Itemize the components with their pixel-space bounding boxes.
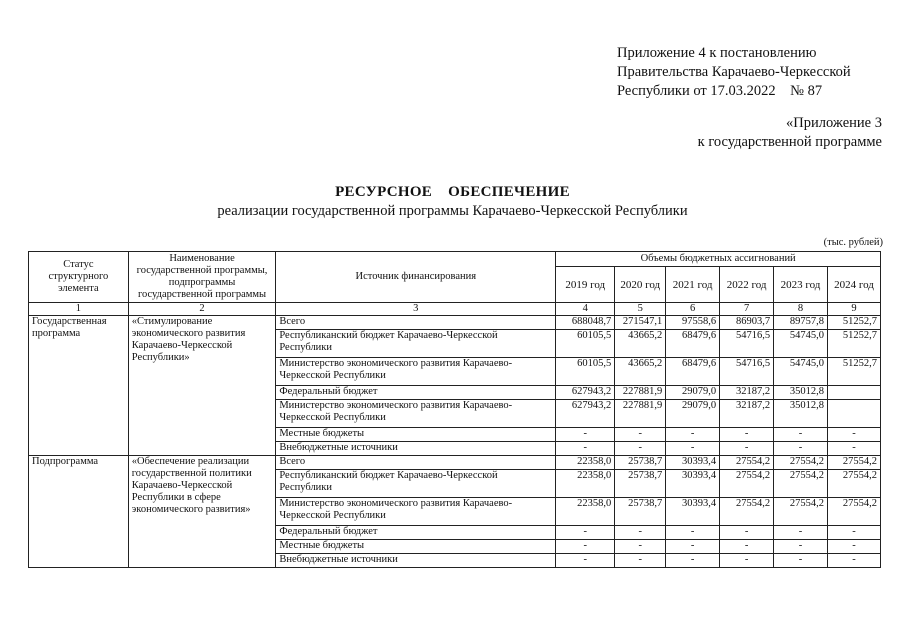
- year-header: 2022 год: [720, 267, 774, 303]
- amount-cell: 54745,0: [774, 330, 828, 358]
- header-line-2: Правительства Карачаево-Черкесской: [617, 64, 851, 80]
- amount-cell: 32187,2: [720, 400, 774, 428]
- amount-cell: -: [774, 442, 828, 456]
- amount-cell: 29079,0: [666, 386, 720, 400]
- header-line-3: Республики от 17.03.2022 № 87: [617, 83, 823, 99]
- amount-cell: -: [774, 554, 828, 568]
- program-name-cell: «Обеспечение реализации государственной политики Карачаево-Черкесской Республики в сфере экономического развития»: [128, 456, 276, 568]
- amount-cell: -: [556, 540, 615, 554]
- column-number: 8: [774, 303, 828, 316]
- year-header: 2024 год: [828, 267, 881, 303]
- amount-cell: -: [556, 526, 615, 540]
- amount-cell: -: [720, 526, 774, 540]
- amount-cell: 27554,2: [828, 470, 881, 498]
- amount-cell: 27554,2: [828, 456, 881, 470]
- amount-cell: 27554,2: [720, 498, 774, 526]
- funding-source-cell: Всего: [276, 456, 556, 470]
- amount-cell: 227881,9: [615, 400, 666, 428]
- amount-cell: 627943,2: [556, 400, 615, 428]
- col-source-header: Источник финансирования: [276, 252, 556, 303]
- amount-cell: -: [720, 428, 774, 442]
- amount-cell: -: [556, 442, 615, 456]
- amount-cell: -: [666, 442, 720, 456]
- amount-cell: -: [828, 442, 881, 456]
- amount-cell: -: [720, 554, 774, 568]
- funding-source-cell: Всего: [276, 316, 556, 330]
- amount-cell: 27554,2: [720, 456, 774, 470]
- amount-cell: 54745,0: [774, 358, 828, 386]
- resource-table: [28, 251, 881, 568]
- status-cell: Государственная программа: [29, 316, 129, 456]
- amount-cell: -: [666, 526, 720, 540]
- amount-cell: -: [615, 554, 666, 568]
- amount-cell: -: [720, 540, 774, 554]
- col-volumes-header: Объемы бюджетных ассигнований: [556, 252, 881, 267]
- amount-cell: -: [666, 428, 720, 442]
- amount-cell: -: [774, 540, 828, 554]
- amount-cell: -: [774, 428, 828, 442]
- year-header: 2021 год: [666, 267, 720, 303]
- amount-cell: 627943,2: [556, 386, 615, 400]
- column-number: 5: [615, 303, 666, 316]
- funding-source-cell: Республиканский бюджет Карачаево-Черкесской Республики: [276, 330, 556, 358]
- col-name-header: Наименование государственной программы, подпрограммы государственной программы: [128, 252, 276, 303]
- amount-cell: -: [828, 540, 881, 554]
- header-line-1: Приложение 4 к постановлению: [617, 45, 817, 61]
- amount-cell: 51252,7: [828, 330, 881, 358]
- amount-cell: 97558,6: [666, 316, 720, 330]
- amount-cell: -: [828, 526, 881, 540]
- amount-cell: 22358,0: [556, 470, 615, 498]
- document-title: РЕСУРСНОЕ ОБЕСПЕЧЕНИЕ: [335, 184, 570, 200]
- funding-source-cell: Местные бюджеты: [276, 540, 556, 554]
- funding-source-cell: Федеральный бюджет: [276, 386, 556, 400]
- appendix-note: [698, 114, 882, 152]
- column-number-row: [29, 303, 881, 316]
- amount-cell: 227881,9: [615, 386, 666, 400]
- amount-cell: -: [666, 540, 720, 554]
- amount-cell: 27554,2: [774, 470, 828, 498]
- amount-cell: -: [828, 554, 881, 568]
- appendix-line-2: к государственной программе: [697, 134, 882, 150]
- document-subtitle: реализации государственной программы Карачаево-Черкесской Республики: [217, 203, 688, 219]
- amount-cell: [828, 400, 881, 428]
- amount-cell: 60105,5: [556, 358, 615, 386]
- status-cell: Подпрограмма: [29, 456, 129, 568]
- amount-cell: 43665,2: [615, 358, 666, 386]
- funding-source-cell: Республиканский бюджет Карачаево-Черкесской Республики: [276, 470, 556, 498]
- table-body: [29, 316, 881, 568]
- amount-cell: 60105,5: [556, 330, 615, 358]
- amount-cell: 43665,2: [615, 330, 666, 358]
- amount-cell: -: [615, 428, 666, 442]
- funding-source-cell: Местные бюджеты: [276, 428, 556, 442]
- amount-cell: 27554,2: [828, 498, 881, 526]
- year-header: 2019 год: [556, 267, 615, 303]
- column-number: 1: [29, 303, 129, 316]
- amount-cell: 22358,0: [556, 456, 615, 470]
- amount-cell: 29079,0: [666, 400, 720, 428]
- amount-cell: 25738,7: [615, 456, 666, 470]
- amount-cell: -: [720, 442, 774, 456]
- amount-cell: 25738,7: [615, 498, 666, 526]
- amount-cell: 86903,7: [720, 316, 774, 330]
- unit-label: (тыс. рублей): [823, 237, 883, 248]
- funding-source-cell: Внебюджетные источники: [276, 554, 556, 568]
- document-header: [617, 44, 851, 101]
- amount-cell: 35012,8: [774, 400, 828, 428]
- amount-cell: 89757,8: [774, 316, 828, 330]
- amount-cell: -: [615, 540, 666, 554]
- amount-cell: 51252,7: [828, 358, 881, 386]
- year-header: 2020 год: [615, 267, 666, 303]
- column-number: 4: [556, 303, 615, 316]
- column-number: 2: [128, 303, 276, 316]
- program-name-cell: «Стимулирование экономического развития Карачаево-Черкесской Республики»: [128, 316, 276, 456]
- amount-cell: -: [774, 526, 828, 540]
- amount-cell: 51252,7: [828, 316, 881, 330]
- amount-cell: -: [556, 428, 615, 442]
- year-header: 2023 год: [774, 267, 828, 303]
- amount-cell: 68479,6: [666, 358, 720, 386]
- funding-source-cell: Внебюджетные источники: [276, 442, 556, 456]
- amount-cell: 30393,4: [666, 456, 720, 470]
- amount-cell: 22358,0: [556, 498, 615, 526]
- column-number: 7: [720, 303, 774, 316]
- amount-cell: 35012,8: [774, 386, 828, 400]
- amount-cell: 32187,2: [720, 386, 774, 400]
- amount-cell: 25738,7: [615, 470, 666, 498]
- amount-cell: 27554,2: [774, 498, 828, 526]
- amount-cell: 27554,2: [720, 470, 774, 498]
- column-number: 6: [666, 303, 720, 316]
- amount-cell: [828, 386, 881, 400]
- amount-cell: 30393,4: [666, 498, 720, 526]
- amount-cell: 54716,5: [720, 358, 774, 386]
- amount-cell: -: [615, 442, 666, 456]
- column-number: 9: [828, 303, 881, 316]
- table-row: [29, 456, 881, 470]
- funding-source-cell: Министерство экономического развития Карачаево-Черкесской Республики: [276, 358, 556, 386]
- funding-source-cell: Министерство экономического развития Карачаево-Черкесской Республики: [276, 400, 556, 428]
- amount-cell: -: [556, 554, 615, 568]
- amount-cell: 27554,2: [774, 456, 828, 470]
- amount-cell: 54716,5: [720, 330, 774, 358]
- amount-cell: 271547,1: [615, 316, 666, 330]
- table-row: [29, 316, 881, 330]
- column-number: 3: [276, 303, 556, 316]
- amount-cell: -: [828, 428, 881, 442]
- amount-cell: 30393,4: [666, 470, 720, 498]
- amount-cell: -: [615, 526, 666, 540]
- amount-cell: 68479,6: [666, 330, 720, 358]
- appendix-line-1: «Приложение 3: [786, 115, 882, 131]
- funding-source-cell: Федеральный бюджет: [276, 526, 556, 540]
- col-status-header: Статус структурного элемента: [29, 252, 129, 303]
- amount-cell: 688048,7: [556, 316, 615, 330]
- amount-cell: -: [666, 554, 720, 568]
- funding-source-cell: Министерство экономического развития Карачаево-Черкесской Республики: [276, 498, 556, 526]
